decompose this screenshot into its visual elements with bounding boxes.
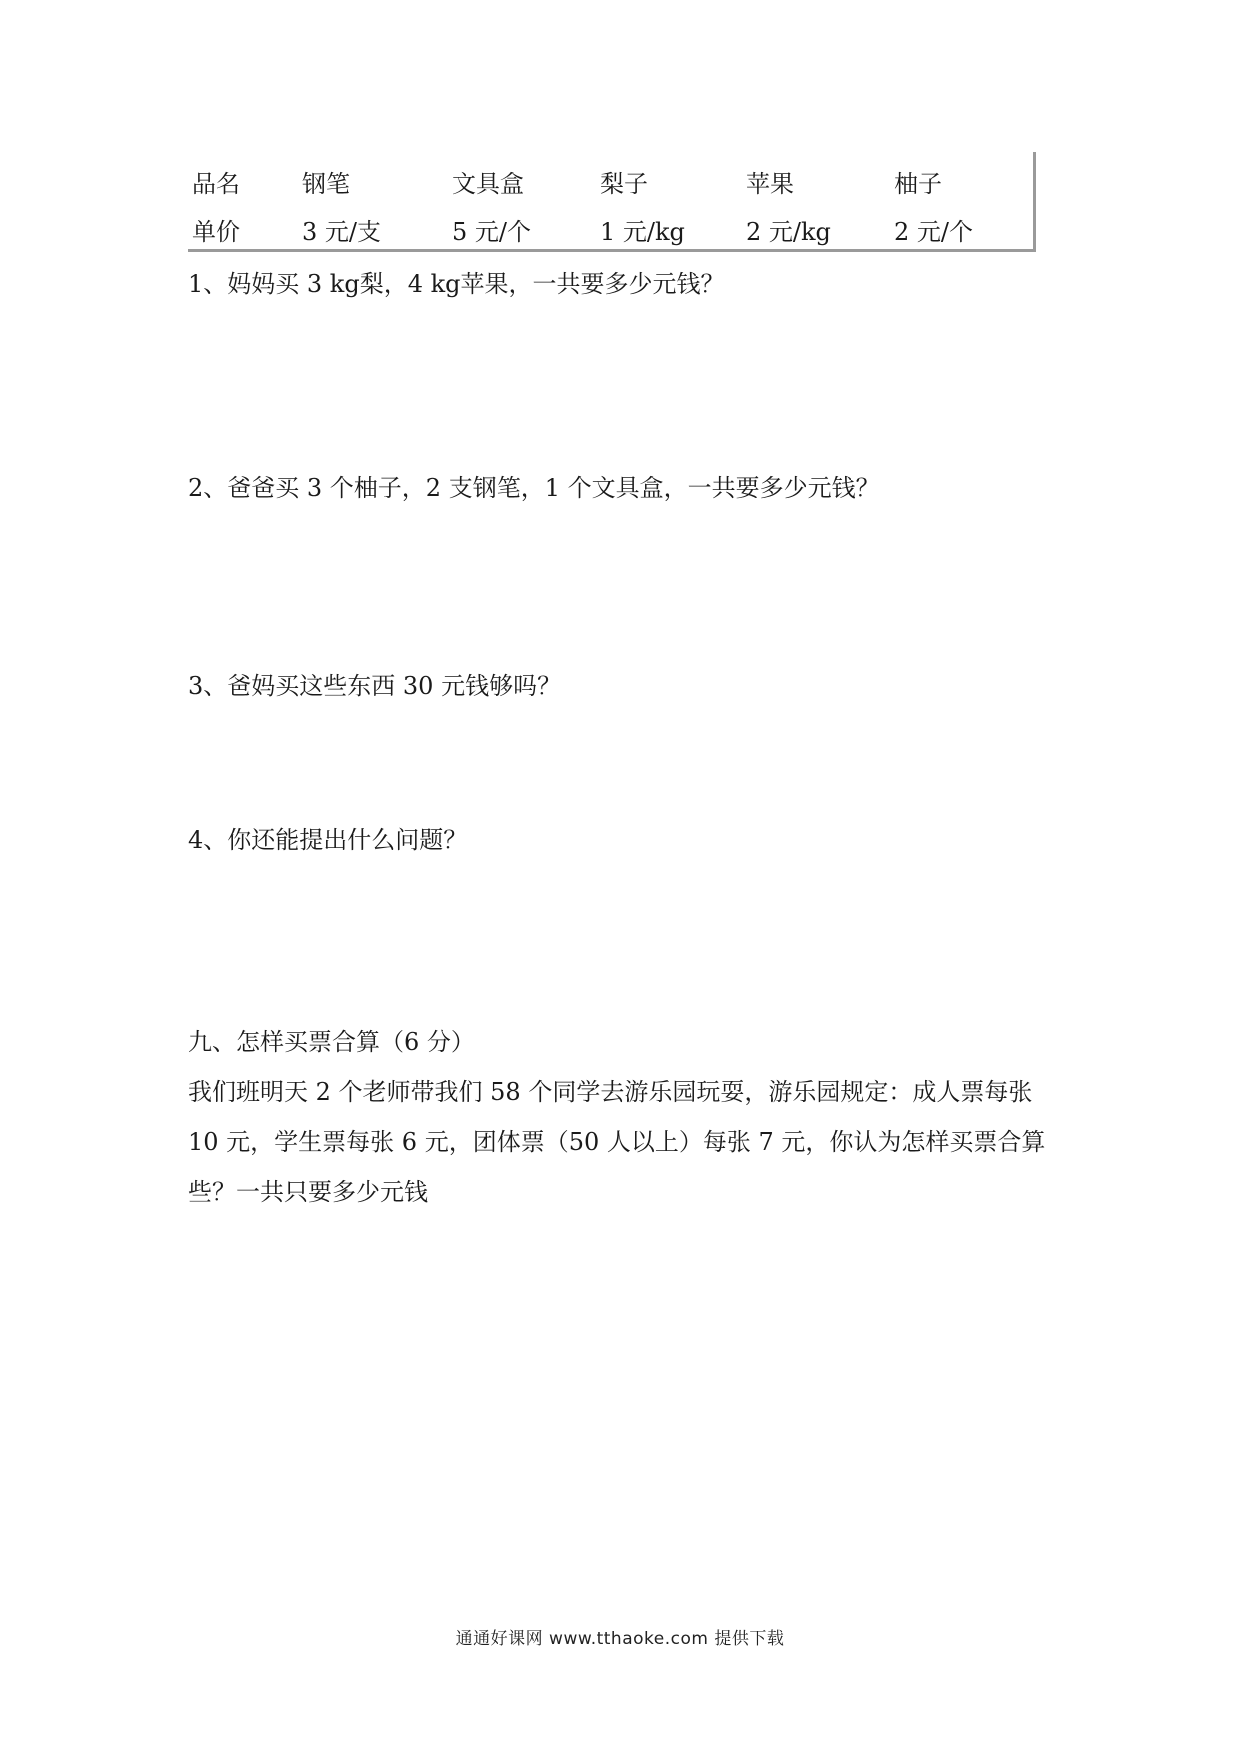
table-cell: 2 元/kg: [746, 218, 831, 246]
page-footer: 通通好课网 www.tthaoke.com 提供下载: [455, 1629, 785, 1649]
section9-line: 我们班明天 2 个老师带我们 58 个同学去游乐园玩耍，游乐园规定：成人票每张: [188, 1078, 1033, 1106]
table-cell: 1 元/kg: [600, 218, 685, 246]
table-cell: 3 元/支: [302, 218, 381, 246]
table-cell: 5 元/个: [452, 218, 531, 246]
section9-line: 些？一共只要多少元钱: [188, 1178, 428, 1206]
table-cell: 钢笔: [302, 170, 350, 198]
section9-line: 10 元，学生票每张 6 元，团体票（50 人以上）每张 7 元，你认为怎样买票合算: [188, 1128, 1046, 1156]
question-2: 2、爸爸买 3 个柚子，2 支钢笔，1 个文具盒，一共要多少元钱？: [188, 474, 880, 502]
price-table-header-row: [188, 164, 1033, 204]
section9-title: 九、怎样买票合算（6 分）: [188, 1028, 475, 1056]
price-table: [188, 152, 1036, 252]
table-cell: 2 元/个: [894, 218, 973, 246]
table-cell: 苹果: [746, 170, 794, 198]
question-1: 1、妈妈买 3 kg梨，4 kg苹果，一共要多少元钱？: [188, 270, 725, 298]
table-cell: 品名: [192, 170, 240, 198]
table-cell: 单价: [192, 218, 240, 246]
question-3: 3、爸妈买这些东西 30 元钱够吗？: [188, 672, 562, 700]
table-cell: 梨子: [600, 170, 648, 198]
question-4: 4、你还能提出什么问题？: [188, 826, 468, 854]
table-cell: 柚子: [894, 170, 942, 198]
price-table-price-row: [188, 212, 1033, 252]
table-cell: 文具盒: [452, 170, 524, 198]
